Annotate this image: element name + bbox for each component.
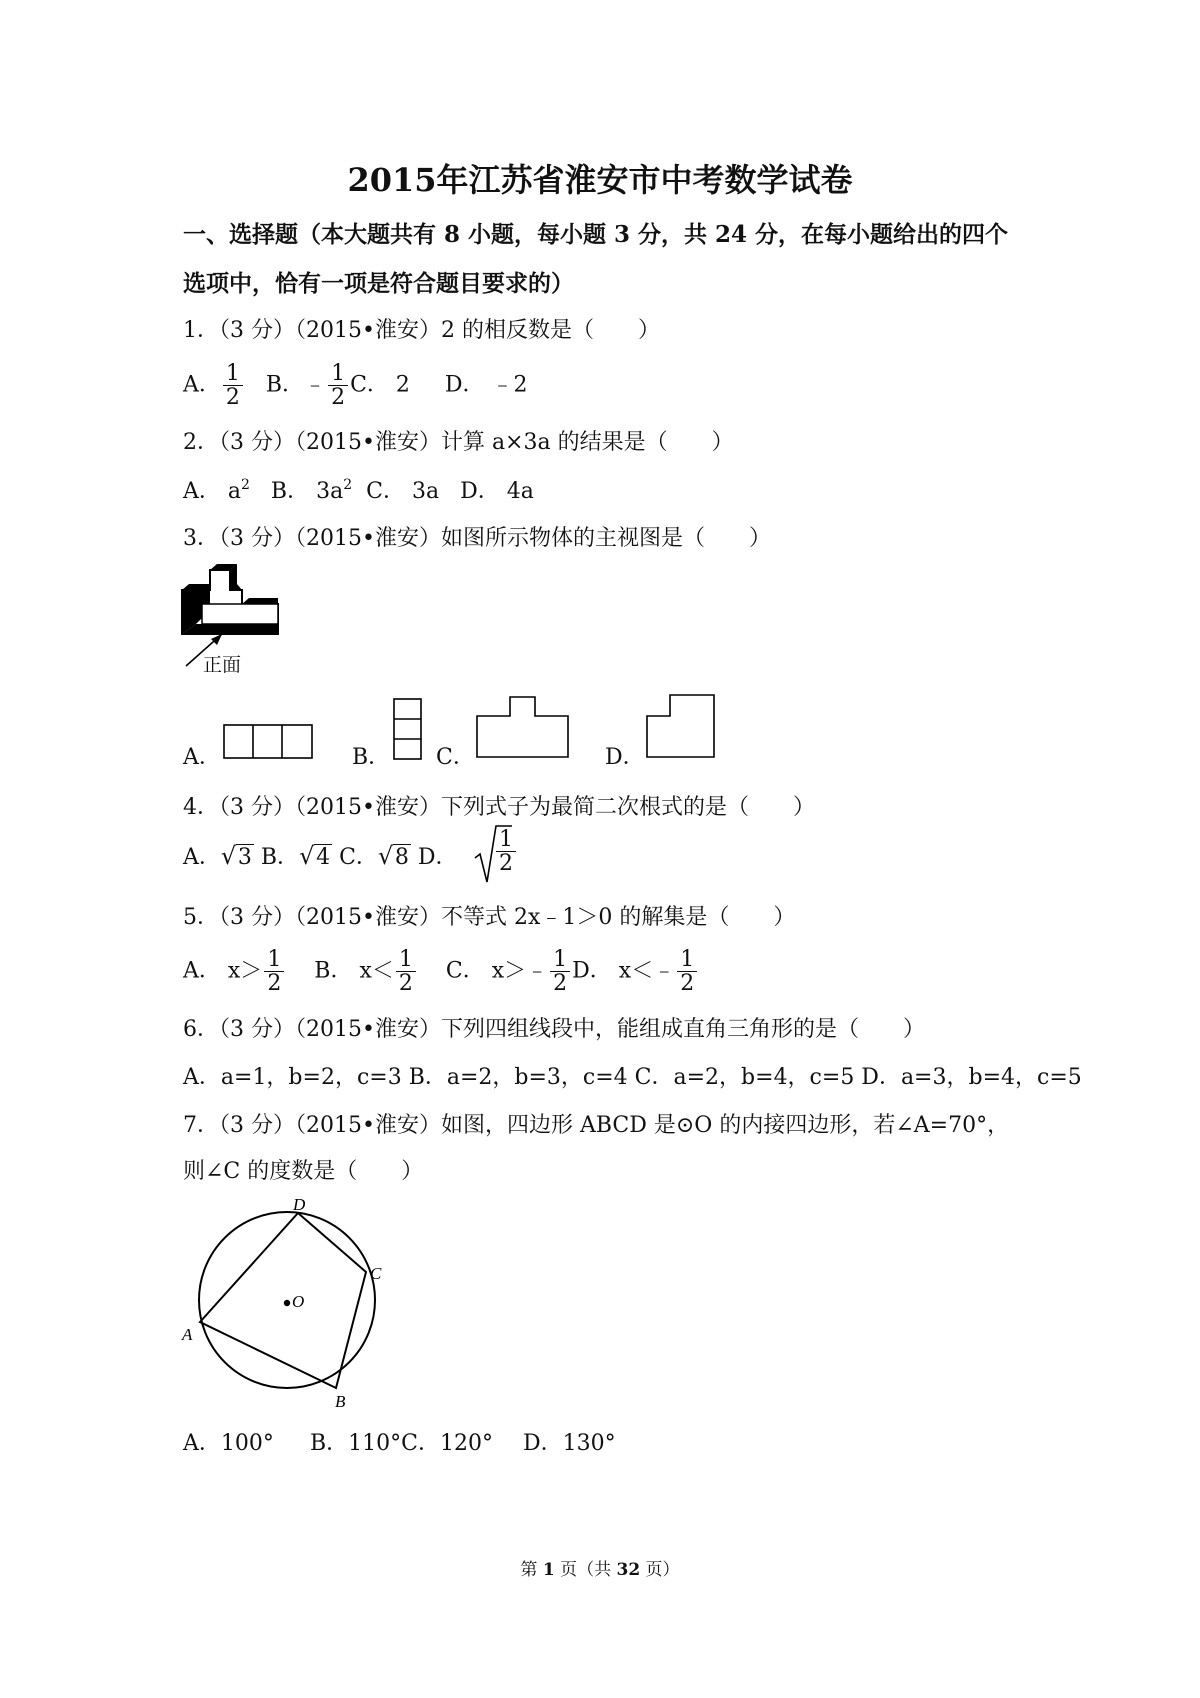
question-1-options bbox=[183, 362, 528, 409]
question-5-options bbox=[183, 948, 699, 995]
denominator: 2 bbox=[398, 971, 413, 997]
option-d-value: 4a bbox=[506, 479, 534, 504]
figure-label-front: 正面 bbox=[203, 654, 242, 676]
question-2-stem: 2．（3 分）（2015•淮安）计算 a×3a 的结果是（ ） bbox=[183, 430, 734, 455]
numerator: 1 bbox=[328, 362, 348, 386]
option-c-label: C． bbox=[366, 479, 405, 504]
numerator: 1 bbox=[496, 828, 516, 852]
option-d-figure bbox=[646, 694, 718, 760]
radicand: 4 bbox=[316, 845, 331, 870]
footer-suffix: 页） bbox=[640, 1560, 680, 1580]
total-pages: 32 bbox=[616, 1560, 641, 1580]
fraction bbox=[223, 362, 243, 409]
fraction bbox=[677, 948, 697, 995]
square-root: √ 8 bbox=[377, 842, 409, 870]
option-a-label: A． bbox=[183, 745, 221, 770]
option-a-prefix: x＞ bbox=[227, 958, 263, 984]
numerator: 1 bbox=[677, 948, 697, 972]
option-a-label: A． bbox=[183, 845, 221, 870]
numerator: 1 bbox=[396, 948, 416, 972]
label-A: A bbox=[182, 1325, 193, 1344]
denominator: 2 bbox=[225, 385, 240, 411]
option-c-label: C． bbox=[436, 745, 475, 770]
denominator: 2 bbox=[499, 851, 513, 877]
denominator: 2 bbox=[680, 971, 695, 997]
exponent: 2 bbox=[241, 477, 250, 493]
option-d-label: D． bbox=[605, 745, 645, 770]
option-c-label: C． bbox=[445, 958, 485, 984]
option-b-label: B． bbox=[352, 745, 391, 770]
label-D: D bbox=[293, 1195, 306, 1214]
question-5-stem: 5．（3 分）（2015•淮安）不等式 2x﹣1＞0 的解集是（ ） bbox=[183, 905, 796, 930]
question-7-stem-line2: 则∠C 的度数是（ ） bbox=[183, 1159, 424, 1184]
option-d-label: D． bbox=[444, 372, 485, 398]
option-a-figure bbox=[223, 724, 313, 760]
numerator: 1 bbox=[223, 362, 243, 386]
page-number: 1 bbox=[542, 1560, 555, 1580]
question-7-option-d: D．130° bbox=[523, 1431, 616, 1456]
question-3-stem: 3．（3 分）（2015•淮安）如图所示物体的主视图是（ ） bbox=[183, 526, 771, 551]
numerator: 1 bbox=[264, 948, 284, 972]
radicand: 3 bbox=[237, 845, 252, 870]
section-heading-line2: 选项中，恰有一项是符合题目要求的） bbox=[183, 270, 574, 297]
option-b-label: B． bbox=[270, 479, 310, 504]
label-C: C bbox=[370, 1264, 382, 1283]
fraction bbox=[550, 948, 570, 995]
denominator: 2 bbox=[553, 971, 568, 997]
option-c-label: C． bbox=[339, 845, 378, 870]
option-b-label: B． bbox=[260, 845, 300, 870]
label-B: B bbox=[335, 1392, 346, 1411]
option-b-base: 3a bbox=[316, 479, 344, 504]
question-2-options bbox=[183, 474, 534, 505]
option-c-figure bbox=[476, 696, 570, 760]
option-d-radicand bbox=[494, 828, 518, 875]
option-a-label: A． bbox=[183, 372, 221, 398]
option-c-value: 3a bbox=[411, 479, 440, 504]
option-c-label: C． bbox=[350, 372, 389, 398]
question-7-option-a: A．100° bbox=[183, 1431, 274, 1456]
radicand: 8 bbox=[394, 845, 409, 870]
page-title: 2015年江苏省淮安市中考数学试卷 bbox=[347, 161, 853, 199]
option-d-label: D． bbox=[572, 958, 612, 984]
question-7-stem-line1: 7．（3 分）（2015•淮安）如图，四边形 ABCD 是⊙O 的内接四边形，若∠A=70°， bbox=[183, 1113, 1010, 1138]
question-7-option-bc: B．110°C．120° bbox=[310, 1431, 493, 1456]
option-d-prefix: x＜﹣ bbox=[618, 958, 676, 984]
option-c-value: 2 bbox=[395, 372, 410, 398]
option-b-figure bbox=[393, 698, 423, 762]
option-a-label: A． bbox=[183, 958, 221, 984]
fraction bbox=[328, 362, 348, 409]
question-4-options bbox=[183, 840, 458, 871]
fraction bbox=[264, 948, 284, 995]
option-d-label: D． bbox=[460, 479, 500, 504]
option-b-label: B． bbox=[265, 372, 305, 398]
option-b-label: B． bbox=[314, 958, 353, 984]
denominator: 2 bbox=[331, 385, 346, 411]
section-heading-line1: 一、选择题（本大题共有 8 小题，每小题 3 分，共 24 分，在每小题给出的四个 bbox=[183, 221, 1009, 248]
page-footer bbox=[0, 1555, 1200, 1580]
option-c-prefix: x＞﹣ bbox=[491, 958, 549, 984]
option-a-label: A． bbox=[183, 479, 221, 504]
option-d-value: ﹣2 bbox=[491, 372, 528, 398]
label-O: O bbox=[292, 1292, 305, 1311]
fraction bbox=[496, 828, 516, 875]
footer-middle: 页（共 bbox=[554, 1560, 617, 1580]
fraction bbox=[396, 948, 416, 995]
question-6-options: A．a=1，b=2，c=3 B．a=2，b=3，c=4 C．a=2，b=4，c=5 D．a=3，b=4，c=5 bbox=[183, 1065, 1082, 1090]
question-4-stem: 4．（3 分）（2015•淮安）下列式子为最简二次根式的是（ ） bbox=[183, 795, 815, 820]
exponent: 2 bbox=[343, 477, 353, 493]
circle-quadrilateral-figure bbox=[182, 1195, 392, 1411]
square-root: √ 3 bbox=[220, 842, 252, 870]
question-1-stem: 1．（3 分）（2015•淮安）2 的相反数是（ ） bbox=[183, 318, 660, 343]
option-a-base: a bbox=[227, 479, 242, 504]
numerator: 1 bbox=[550, 948, 570, 972]
minus-sign: ﹣ bbox=[304, 372, 327, 398]
denominator: 2 bbox=[267, 971, 282, 997]
footer-prefix: 第 bbox=[520, 1560, 543, 1580]
option-d-label: D． bbox=[417, 845, 458, 870]
square-root: √ 4 bbox=[299, 842, 331, 870]
option-b-prefix: x＜ bbox=[359, 958, 394, 984]
question-6-stem: 6．（3 分）（2015•淮安）下列四组线段中，能组成直角三角形的是（ ） bbox=[183, 1017, 925, 1042]
